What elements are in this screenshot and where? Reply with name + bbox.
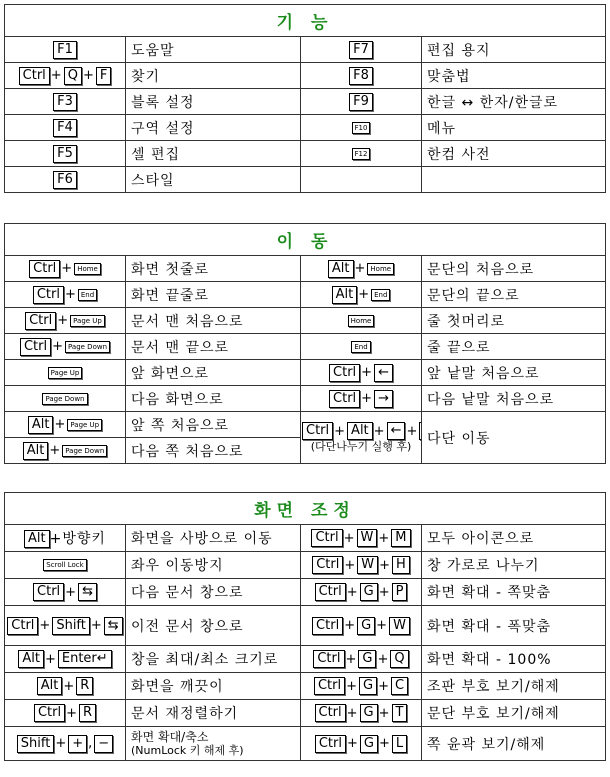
- key-cap: Ctrl: [314, 677, 345, 695]
- shortcut-description: [126, 727, 301, 761]
- table-row: [5, 552, 606, 579]
- description-text: 셀 편집: [131, 146, 181, 163]
- shortcut-description: 조판 부호 보기/해제: [422, 673, 606, 700]
- shortcut-keys: [301, 256, 422, 282]
- plus-sign: +: [49, 443, 62, 458]
- plus-sign: +: [361, 365, 374, 380]
- shortcut-description: [126, 167, 301, 193]
- shortcut-keys: [301, 334, 422, 360]
- shortcut-description: 편집 용지: [422, 37, 606, 63]
- key-cap: Ctrl: [312, 556, 343, 574]
- table-row: [5, 37, 606, 63]
- table-row: [5, 412, 606, 438]
- plus-sign: +: [55, 736, 68, 751]
- key-cap: C: [391, 677, 408, 695]
- shortcut-keys: [5, 334, 126, 360]
- description-text: 화면 첫줄로: [131, 261, 210, 278]
- key-cap: Ctrl: [311, 529, 342, 547]
- key-cap: L: [392, 735, 407, 753]
- key-cap: G: [360, 704, 378, 722]
- plus-sign: +: [378, 584, 391, 600]
- shortcut-description: [126, 700, 301, 727]
- key-cap: Scroll Lock: [43, 559, 86, 571]
- description-text: 앞 쪽 처음으로: [131, 417, 230, 434]
- description-text: 화면을 깨끗이: [131, 679, 224, 695]
- table-row: [5, 167, 606, 193]
- shortcut-keys: [301, 63, 422, 89]
- shortcut-keys: [5, 115, 126, 141]
- shortcut-keys: [5, 63, 126, 89]
- key-cap: −: [94, 735, 113, 753]
- key-suffix-text: +방향키: [49, 531, 106, 547]
- shortcut-keys: [5, 89, 126, 115]
- key-cap: Q: [390, 650, 408, 668]
- key-cap: ←: [387, 422, 406, 440]
- key-cap: G: [359, 677, 377, 695]
- table-row: [5, 308, 606, 334]
- shortcut-keys: [5, 606, 126, 646]
- shortcut-keys: [301, 673, 422, 700]
- description-text: 좌우 이동방지: [131, 558, 224, 574]
- shortcut-keys: [301, 167, 422, 193]
- key-cap: G: [358, 650, 376, 668]
- plus-sign: +: [377, 651, 390, 667]
- shortcut-description: [126, 579, 301, 606]
- shortcut-description: [126, 63, 301, 89]
- key-cap: Alt: [37, 677, 63, 695]
- shortcut-keys: [5, 552, 126, 579]
- section-title-function: 기 능: [5, 5, 606, 37]
- key-cap: W: [389, 617, 410, 635]
- key-cap: G: [357, 617, 375, 635]
- plus-sign: +: [82, 68, 95, 83]
- key-cap: H: [392, 556, 410, 574]
- shortcut-description: 다음 낱말 처음으로: [422, 386, 606, 412]
- description-text: 화면 확대/축소: [131, 729, 209, 744]
- plus-sign: +: [343, 530, 356, 546]
- description-text: 화면을 사방으로 이동: [131, 531, 273, 547]
- shortcut-description: [126, 308, 301, 334]
- shortcut-description: 줄 첫머리로: [422, 308, 606, 334]
- key-cap: ←: [374, 364, 393, 382]
- description-text: 스타일: [131, 172, 175, 189]
- plus-sign: +: [334, 423, 347, 439]
- plus-sign: +: [344, 618, 357, 633]
- plus-sign: +: [373, 423, 386, 439]
- table-row: [5, 256, 606, 282]
- description-text: 창을 최대/최소 크기로: [131, 652, 279, 668]
- plus-sign: +: [50, 68, 63, 83]
- shortcut-keys: [301, 89, 422, 115]
- key-cap: F1: [53, 41, 77, 59]
- shortcut-description: 앞 낱말 처음으로: [422, 360, 606, 386]
- key-cap: Ctrl: [312, 617, 343, 635]
- plus-sign: +: [345, 651, 358, 667]
- shortcut-keys: [301, 141, 422, 167]
- key-cap: R: [76, 677, 93, 695]
- plus-sign: +: [63, 678, 76, 694]
- shortcut-description: 한컴 사전: [422, 141, 606, 167]
- shortcut-keys: [5, 360, 126, 386]
- shortcut-keys: [5, 37, 126, 63]
- shortcut-description: [126, 37, 301, 63]
- key-cap: Page Up: [48, 367, 83, 379]
- shortcut-description: [126, 115, 301, 141]
- section-title-screen: 화면 조정: [5, 493, 606, 525]
- description-text: 다음 쪽 처음으로: [131, 443, 244, 460]
- key-cap: Ctrl: [25, 312, 56, 330]
- shortcut-description: [126, 525, 301, 552]
- key-cap: F10: [352, 122, 371, 134]
- move-keys-table: [4, 223, 606, 464]
- key-cap: Alt: [347, 422, 373, 440]
- shortcut-keys: [5, 386, 126, 412]
- key-cap: Ctrl: [20, 338, 51, 356]
- shortcut-keys: [301, 412, 422, 464]
- shortcut-keys: [5, 525, 126, 552]
- key-cap: Alt: [332, 286, 358, 304]
- plus-sign: +: [64, 287, 77, 302]
- shortcut-keys: [5, 412, 126, 438]
- shortcut-description: 메뉴: [422, 115, 606, 141]
- description-text: 구역 설정: [131, 120, 195, 137]
- shortcut-keys: [5, 438, 126, 464]
- plus-sign: +: [378, 530, 391, 546]
- plus-sign: +: [406, 423, 419, 439]
- shortcut-keys: [301, 727, 422, 761]
- plus-sign: +: [378, 678, 390, 694]
- key-cap: G: [360, 583, 378, 601]
- section-title-move: 이 동: [5, 224, 606, 256]
- shortcut-keys: [5, 646, 126, 673]
- screen-keys-table: [4, 492, 606, 761]
- plus-sign: +: [66, 705, 78, 721]
- shortcut-keys: [301, 308, 422, 334]
- shortcut-keys: [301, 552, 422, 579]
- plus-sign: +: [346, 705, 359, 721]
- shortcut-keys: [301, 579, 422, 606]
- key-cap: T: [392, 704, 408, 722]
- shortcut-description: [126, 412, 301, 438]
- plus-sign: +: [361, 391, 374, 406]
- key-cap: W: [357, 556, 378, 574]
- description-text: 화면 끝줄로: [131, 287, 210, 304]
- shortcut-description: [126, 552, 301, 579]
- plus-sign: +: [346, 584, 359, 600]
- description-text: 이전 문서 창으로: [131, 618, 244, 635]
- shortcut-description: 화면 확대 - 폭맞춤: [422, 606, 606, 646]
- shortcut-description: [126, 386, 301, 412]
- table-row: [5, 282, 606, 308]
- plus-sign: +: [346, 678, 358, 694]
- plus-sign: +: [52, 339, 65, 354]
- key-cap: F3: [53, 93, 77, 111]
- shortcut-description: 쪽 윤곽 보기/해제: [422, 727, 606, 761]
- shortcut-keys: [5, 141, 126, 167]
- plus-sign: +: [54, 417, 67, 432]
- shortcut-description: [126, 673, 301, 700]
- table-row: [5, 606, 606, 646]
- shortcut-keys: [5, 727, 126, 761]
- shortcut-keys: [5, 167, 126, 193]
- key-cap: Alt: [24, 530, 50, 548]
- key-cap: W: [357, 529, 378, 547]
- key-cap: Ctrl: [29, 260, 60, 278]
- shortcut-description: [126, 438, 301, 464]
- shortcut-description: [126, 606, 301, 646]
- description-text: 문서 재정렬하기: [131, 706, 239, 722]
- plus-sign: +: [57, 313, 70, 328]
- key-cap: Ctrl: [315, 583, 346, 601]
- key-cap: End: [371, 289, 390, 301]
- table-row: [5, 700, 606, 727]
- table-row: [5, 727, 606, 761]
- shortcut-description: 문단의 끝으로: [422, 282, 606, 308]
- shortcut-description: [126, 360, 301, 386]
- shortcut-keys: [5, 282, 126, 308]
- key-cap: Page Up: [67, 419, 102, 431]
- key-cap: End: [351, 341, 370, 353]
- key-cap: Ctrl: [33, 286, 64, 304]
- table-row: [5, 386, 606, 412]
- plus-sign: ,: [88, 736, 94, 751]
- description-text: 문서 맨 끝으로: [131, 339, 230, 356]
- shortcut-keys: [301, 360, 422, 386]
- description-text: 도움말: [131, 42, 175, 59]
- function-keys-table: [4, 4, 606, 193]
- key-cap: Enter↵: [58, 650, 112, 668]
- key-cap: Alt: [328, 260, 354, 278]
- table-row: [5, 673, 606, 700]
- shortcut-description: 맞춤법: [422, 63, 606, 89]
- shortcut-keys: [5, 673, 126, 700]
- description-text: 앞 화면으로: [131, 365, 210, 382]
- shortcut-description: 화면 확대 - 쪽맞춤: [422, 579, 606, 606]
- shortcut-keys: [5, 308, 126, 334]
- key-cap: Ctrl: [315, 704, 346, 722]
- table-row: [5, 89, 606, 115]
- shortcut-keys: [301, 115, 422, 141]
- plus-sign: +: [379, 557, 392, 573]
- shortcut-keys: [5, 579, 126, 606]
- plus-sign: +: [378, 736, 391, 751]
- shortcut-description: 문단의 처음으로: [422, 256, 606, 282]
- shortcut-description: [126, 256, 301, 282]
- table-row: [5, 63, 606, 89]
- key-cap: F6: [53, 171, 77, 189]
- key-cap: Alt: [18, 650, 44, 668]
- shortcut-keys: [301, 282, 422, 308]
- key-cap: F9: [349, 93, 373, 111]
- shortcut-description: 모두 아이콘으로: [422, 525, 606, 552]
- key-cap: Q: [64, 67, 82, 85]
- table-row: [5, 334, 606, 360]
- key-cap: F12: [352, 148, 371, 160]
- plus-sign: +: [347, 736, 359, 751]
- key-cap: Page Down: [62, 445, 107, 457]
- shortcut-description: [422, 167, 606, 193]
- table-row: [5, 360, 606, 386]
- shortcut-keys: [5, 700, 126, 727]
- description-note: (NumLock 키 해제 후): [131, 743, 244, 757]
- table-row: [5, 115, 606, 141]
- plus-sign: +: [358, 287, 371, 302]
- shortcut-description: [126, 334, 301, 360]
- table-row: [5, 141, 606, 167]
- plus-sign: +: [39, 618, 52, 633]
- shortcut-note: (다단나누기 실행 후): [310, 440, 412, 453]
- shortcut-keys: [301, 646, 422, 673]
- key-cap: Home: [367, 263, 394, 275]
- description-text: 다음 문서 창으로: [131, 585, 244, 601]
- key-cap: Ctrl: [7, 617, 38, 635]
- key-cap: F: [96, 67, 111, 85]
- key-cap: Page Down: [65, 341, 110, 353]
- key-cap: Alt: [23, 442, 49, 460]
- plus-sign: +: [344, 557, 357, 573]
- key-cap: Ctrl: [19, 67, 50, 85]
- shortcut-description: 화면 확대 - 100%: [422, 646, 606, 673]
- key-cap: F7: [349, 41, 373, 59]
- plus-sign: +: [378, 705, 391, 721]
- key-cap: Ctrl: [313, 650, 344, 668]
- shortcut-description: 창 가로로 나누기: [422, 552, 606, 579]
- table-row: [5, 579, 606, 606]
- shortcut-description: [126, 282, 301, 308]
- key-cap: G: [360, 735, 378, 753]
- key-cap: M: [391, 529, 410, 547]
- key-cap: Home: [74, 263, 101, 275]
- key-cap: Alt: [28, 416, 54, 434]
- table-row: [5, 646, 606, 673]
- key-cap: ⇆: [104, 617, 123, 635]
- key-cap: Ctrl: [315, 735, 346, 753]
- shortcut-keys: [301, 700, 422, 727]
- key-cap: F4: [53, 119, 77, 137]
- key-cap: →: [374, 390, 393, 408]
- key-cap: +: [68, 735, 87, 753]
- key-cap: Ctrl: [34, 704, 65, 722]
- shortcut-keys: [301, 525, 422, 552]
- shortcut-keys: [5, 256, 126, 282]
- shortcut-keys: [301, 37, 422, 63]
- key-cap: Ctrl: [329, 364, 360, 382]
- shortcut-description: [126, 89, 301, 115]
- description-text: 블록 설정: [131, 94, 195, 111]
- key-cap: Home: [348, 315, 375, 327]
- shortcut-keys: [301, 606, 422, 646]
- key-cap: R: [79, 704, 96, 722]
- shortcut-description: [126, 646, 301, 673]
- shortcut-description: [126, 141, 301, 167]
- key-cap: Ctrl: [329, 390, 360, 408]
- key-cap: Shift: [17, 735, 55, 753]
- shortcut-description: 문단 부호 보기/해제: [422, 700, 606, 727]
- shortcut-keys: [301, 386, 422, 412]
- description-text: 문서 맨 처음으로: [131, 313, 244, 330]
- description-text: 찾기: [131, 68, 161, 85]
- key-cap: F8: [349, 67, 373, 85]
- description-text: 다음 화면으로: [131, 391, 224, 408]
- key-cap: P: [392, 583, 408, 601]
- key-cap: Shift: [52, 617, 90, 635]
- shortcut-description: 줄 끝으로: [422, 334, 606, 360]
- key-cap: F5: [53, 145, 77, 163]
- table-row: [5, 525, 606, 552]
- key-cap: ⇆: [78, 583, 97, 601]
- key-cap: Ctrl: [33, 583, 64, 601]
- shortcut-description: 한글 ↔ 한자/한글로: [422, 89, 606, 115]
- key-cap: Page Down: [42, 393, 87, 405]
- key-cap: Page Up: [70, 315, 105, 327]
- shortcut-description: 다단 이동: [422, 412, 606, 464]
- plus-sign: +: [65, 584, 78, 600]
- key-cap: Ctrl: [302, 422, 333, 440]
- key-cap: End: [78, 289, 97, 301]
- plus-sign: +: [61, 261, 74, 276]
- plus-sign: +: [376, 618, 389, 633]
- plus-sign: +: [44, 651, 57, 667]
- plus-sign: +: [354, 261, 367, 276]
- plus-sign: +: [90, 618, 103, 633]
